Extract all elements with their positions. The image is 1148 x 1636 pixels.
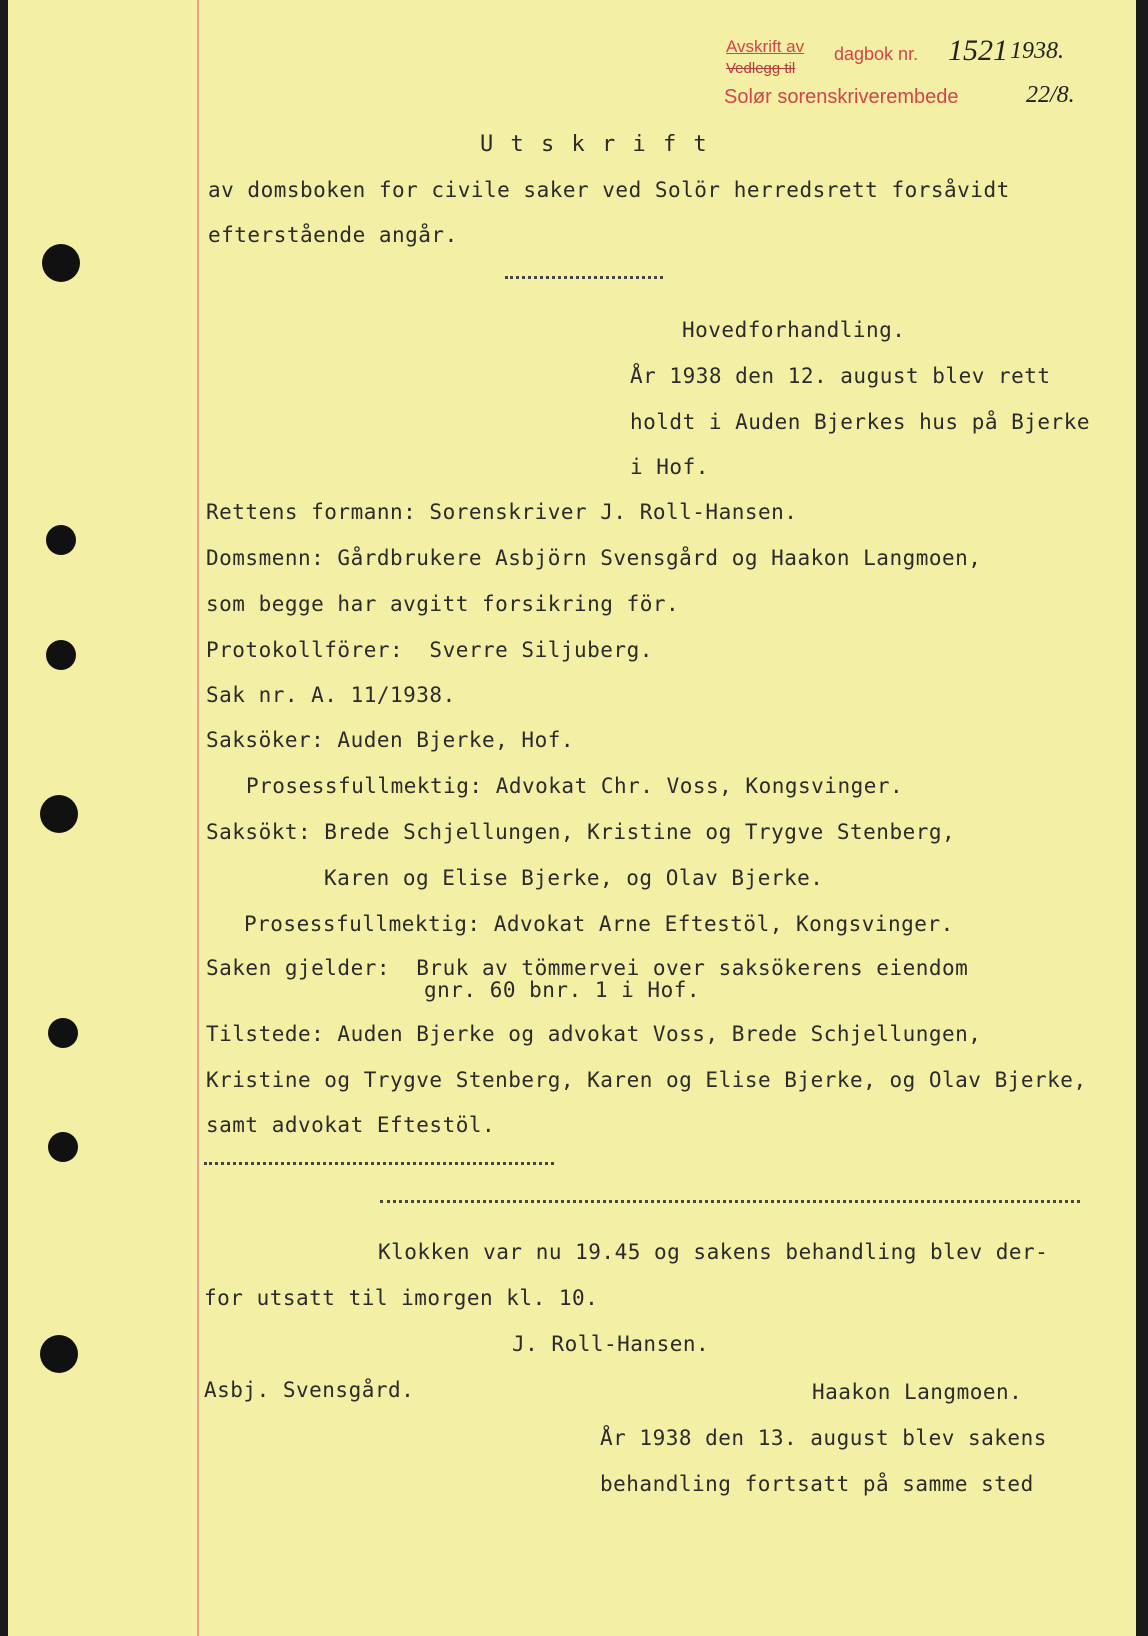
body-line: Kristine og Trygve Stenberg, Karen og Elise Bjerke, og Olav Bjerke, <box>206 1068 1087 1092</box>
stamp-avskrift: Avskrift av <box>726 37 805 56</box>
body-line: År 1938 den 12. august blev rett <box>630 364 1051 388</box>
punch-hole <box>46 640 76 670</box>
handwritten-date: 22/8. <box>1026 82 1075 108</box>
body-line: samt advokat Eftestöl. <box>206 1113 496 1137</box>
body-line: Saksökt: Brede Schjellungen, Kristine og Trygve Stenberg, <box>206 820 956 844</box>
body-line: Saksöker: Auden Bjerke, Hof. <box>206 728 575 752</box>
intro-line: av domsboken for civile saker ved Solör herredsrett forsåvidt <box>208 178 1010 202</box>
dotted-separator <box>380 1200 1080 1203</box>
punch-hole <box>46 525 76 555</box>
body-line: Rettens formann: Sorenskriver J. Roll-Hansen. <box>206 500 798 524</box>
intro-line: efterstående angår. <box>208 223 458 247</box>
punch-hole <box>48 1132 78 1162</box>
body-line: Prosessfullmektig: Advokat Arne Eftestöl, Kongsvinger. <box>244 912 954 936</box>
body-line: holdt i Auden Bjerkes hus på Bjerke <box>630 410 1091 434</box>
margin-line <box>197 0 199 1636</box>
body-line: behandling fortsatt på samme sted <box>600 1472 1034 1496</box>
body-line: Tilstede: Auden Bjerke og advokat Voss, Brede Schjellungen, <box>206 1022 982 1046</box>
stamp-dagbok: dagbok nr. <box>834 44 919 64</box>
body-line: som begge har avgitt forsikring för. <box>206 592 680 616</box>
body-line: i Hof. <box>630 455 709 479</box>
punch-hole <box>40 1335 78 1373</box>
body-line: Klokken var nu 19.45 og sakens behandling blev der- <box>378 1240 1049 1264</box>
body-line: Prosessfullmektig: Advokat Chr. Voss, Kongsvinger. <box>246 774 904 798</box>
stamp-vedlegg: Vedlegg til <box>726 60 796 77</box>
section-heading: Hovedforhandling. <box>682 318 906 342</box>
body-line: Saken gjelder: Bruk av tömmervei over saksökerens eiendom <box>206 956 969 980</box>
body-line: gnr. 60 bnr. 1 i Hof. <box>424 978 701 1002</box>
body-line: År 1938 den 13. august blev sakens <box>600 1426 1047 1450</box>
stamp-office: Solør sorenskriverembede <box>724 86 959 108</box>
document-page <box>8 0 1136 1636</box>
signature: J. Roll-Hansen. <box>512 1332 710 1356</box>
signature: Asbj. Svensgård. <box>204 1378 415 1402</box>
body-line: Sak nr. A. 11/1938. <box>206 683 456 707</box>
handwritten-number: 1521 <box>948 34 1008 67</box>
punch-hole <box>40 795 78 833</box>
doc-title: U t s k r i f t <box>480 132 709 157</box>
punch-hole <box>42 244 80 282</box>
punch-hole <box>48 1018 78 1048</box>
body-line: for utsatt til imorgen kl. 10. <box>204 1286 599 1310</box>
dotted-separator <box>204 1162 554 1165</box>
body-line: Protokollförer: Sverre Siljuberg. <box>206 638 653 662</box>
body-line: Karen og Elise Bjerke, og Olav Bjerke. <box>324 866 824 890</box>
signature: Haakon Langmoen. <box>812 1380 1023 1404</box>
dotted-separator <box>505 276 663 279</box>
handwritten-year: 1938. <box>1010 38 1064 64</box>
body-line: Domsmenn: Gårdbrukere Asbjörn Svensgård og Haakon Langmoen, <box>206 546 982 570</box>
